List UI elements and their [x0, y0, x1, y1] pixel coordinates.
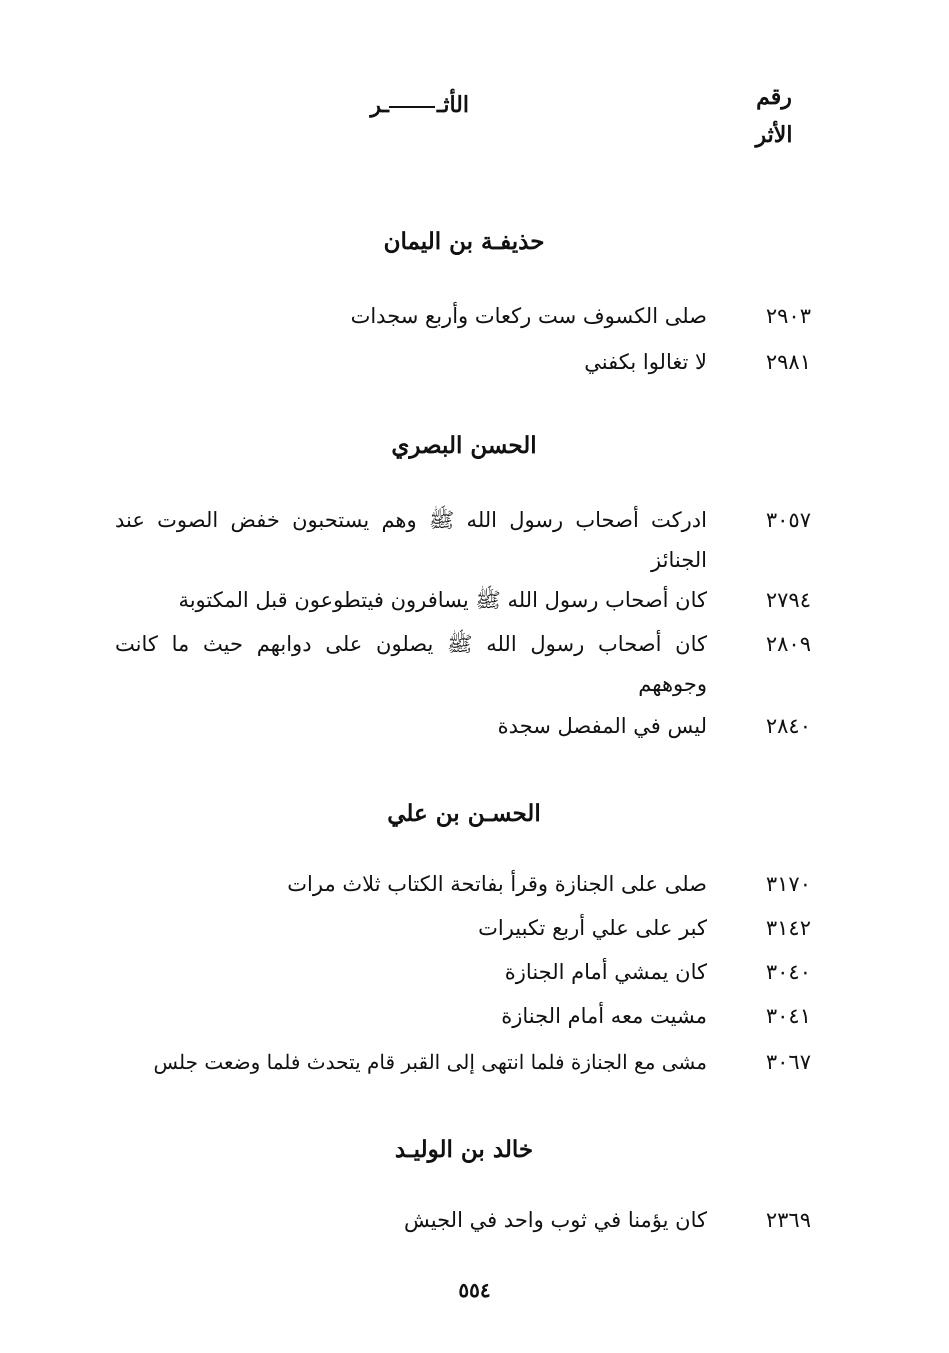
- header-number-label-line1: رقم: [756, 84, 792, 110]
- list-item: [119, 580, 819, 620]
- entry-text: كان أصحاب رسول الله ﷺ يصلون على دوابهم حيث ما كانت وجوههم: [115, 632, 707, 696]
- entry-number: ٣٠٦٧: [765, 1050, 811, 1074]
- list-item: [115, 500, 819, 580]
- entry-text: ليس في المفصل سجدة: [497, 714, 707, 738]
- list-item: [119, 1200, 819, 1240]
- list-item: [119, 996, 819, 1036]
- entry-number: ٢٨٠٩: [765, 632, 811, 656]
- header-athar-label: الأثـ: [436, 92, 469, 118]
- header-athar-label-end: ـر: [370, 92, 389, 118]
- entry-text: كان يؤمنا في ثوب واحد في الجيش: [404, 1208, 707, 1232]
- list-item: [119, 706, 819, 746]
- header-athar-column: [370, 92, 469, 118]
- page-number: ٥٥٤: [458, 1278, 491, 1302]
- entry-text: كان أصحاب رسول الله ﷺ يسافرون فيتطوعون قبل المكتوبة: [178, 588, 707, 612]
- list-item: [119, 296, 819, 336]
- list-item: [119, 1042, 819, 1082]
- entry-text: مشى مع الجنازة فلما انتهى إلى القبر قام يتحدث فلما وضعت جلس: [153, 1050, 707, 1074]
- entry-text: صلى الكسوف ست ركعات وأربع سجدات: [350, 304, 707, 328]
- entry-number: ٢٩٨١: [765, 350, 811, 374]
- section-title: الحسن البصري: [391, 432, 537, 459]
- header-number-column: [739, 78, 809, 154]
- entry-text: ادركت أصحاب رسول الله ﷺ وهم يستحبون خفض الصوت عند الجنائز: [115, 508, 707, 572]
- section-title: حذيفـة بن اليمان: [383, 228, 545, 255]
- entry-number: ٢٧٩٤: [765, 588, 811, 612]
- list-item: [119, 908, 819, 948]
- section-title: الحسـن بن علي: [387, 800, 541, 827]
- entry-number: ٢٩٠٣: [765, 304, 811, 328]
- entry-text: مشيت معه أمام الجنازة: [501, 1004, 707, 1028]
- kashida-stroke: [389, 106, 435, 108]
- header-number-label-line2: الأثر: [755, 122, 793, 148]
- entry-number: ٢٣٦٩: [765, 1208, 811, 1232]
- list-item: [115, 624, 819, 704]
- entry-text: لا تغالوا بكفني: [584, 350, 707, 374]
- entry-text: كان يمشي أمام الجنازة: [504, 960, 707, 984]
- entry-text: كبر على علي أربع تكبيرات: [478, 916, 707, 940]
- list-item: [119, 952, 819, 992]
- section-title: خالد بن الوليـد: [394, 1136, 534, 1163]
- entry-number: ٢٨٤٠: [765, 714, 811, 738]
- entry-number: ٣٠٥٧: [765, 508, 811, 532]
- list-item: [119, 342, 819, 382]
- entry-number: ٣٠٤١: [765, 1004, 811, 1028]
- entry-number: ٣١٤٢: [765, 916, 811, 940]
- entry-text: صلى على الجنازة وقرأ بفاتحة الكتاب ثلاث مرات: [287, 872, 707, 896]
- list-item: [119, 864, 819, 904]
- entry-number: ٣٠٤٠: [765, 960, 811, 984]
- entry-number: ٣١٧٠: [765, 872, 811, 896]
